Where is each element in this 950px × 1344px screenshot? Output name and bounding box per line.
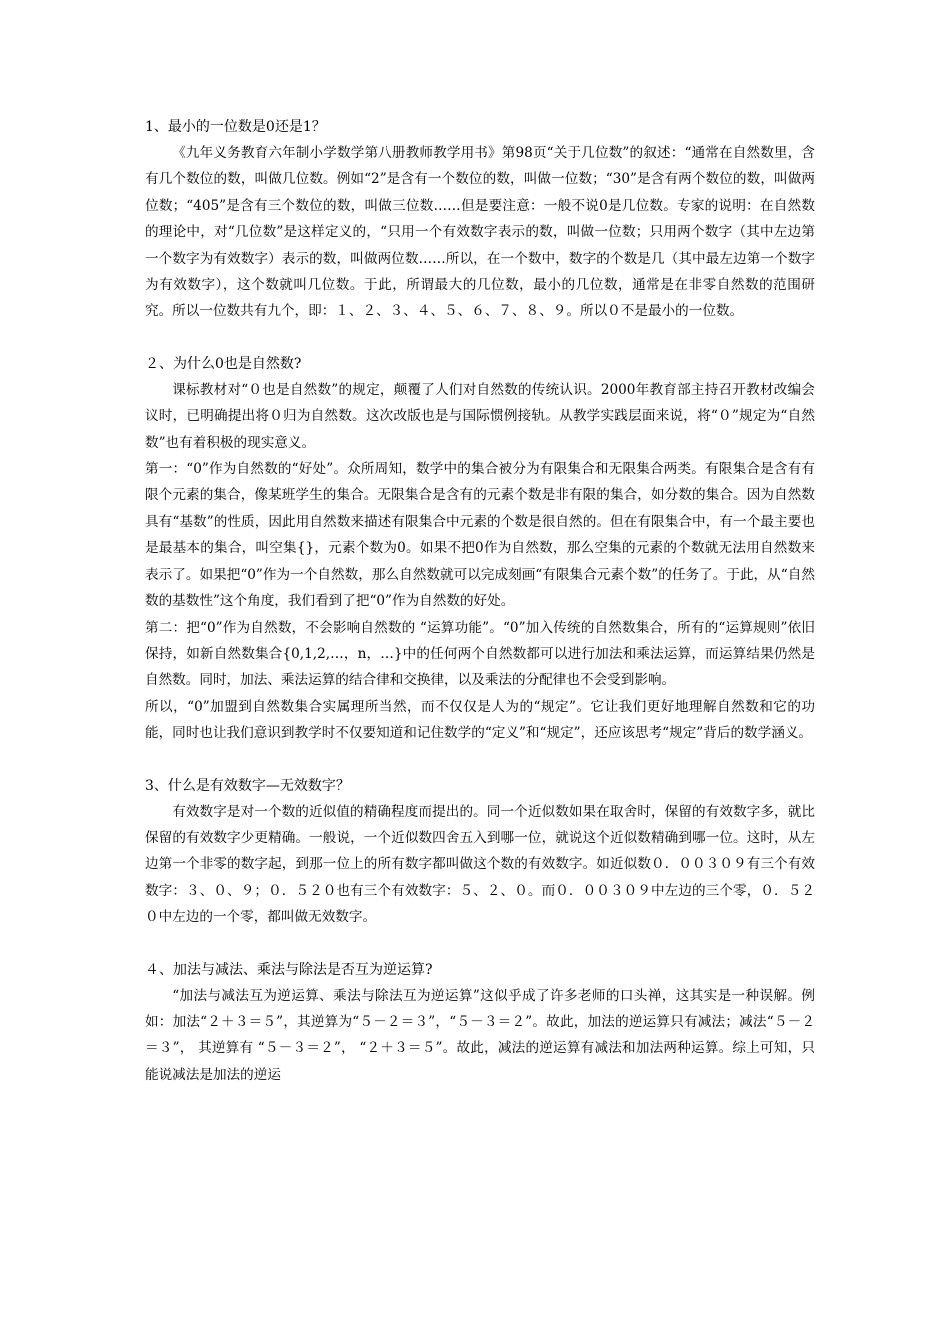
- section-heading: ４、加法与减法、乘法与除法是否互为逆运算?: [145, 961, 433, 978]
- section-spacer: [145, 931, 815, 957]
- paragraph: 《九年义务教育六年制小学数学第八册教师教学用书》第98页“关于几位数”的叙述：“通常在自然数里，含有几个数位的数，叫做几位数。例如“2”是含有一个数位的数，叫做一位数；“30”是含有两个数位的数，叫做两位数；“405”是含有三个数位的数，叫做三位数……但是要注意：一般不说0是几位数。专家的说明：在自然数的理论中，对“几位数”是这样定义的，“只用一个有效数字表示的数，叫做一位数；只用两个数字（其中左边第一个数字为有效数字）表示的数，叫做两位数……所以，在一个数中，数字的个数是几（其中最左边第一个数字为有效数字），这个数就叫几位数。于此，所谓最大的几位数，最小的几位数，通常是在非零自然数的范围研究。所以一位数共有九个，即：１、２、３、４、５、６、７、８、９。所以０不是最小的一位数。: [145, 145, 815, 320]
- paragraph: 第一：“0”作为自然数的“好处”。众所周知，数学中的集合被分为有限集合和无限集合两类。有限集合是含有有限个元素的集合，像某班学生的集合。无限集合是含有的元素个数是非有限的集合，如分数的集合。因为自然数具有“基数”的性质，因此用自然数来描述有限集合中元素的个数是很自然的。但在有限集合中，有一个最主要也是最基本的集合，叫空集{}，元素个数为0。如果不把0作为自然数，那么空集的元素的个数就无法用自然数来表示了。如果把“0”作为一个自然数，那么自然数就可以完成刻画“有限集合元素个数”的任务了。于此，从“自然数的基数性”这个角度，我们看到了把“0”作为自然数的好处。: [145, 461, 815, 610]
- section-spacer: [145, 747, 815, 773]
- paragraph: 第二：把“0”作为自然数，不会影响自然数的 “运算功能”。“0”加入传统的自然数集合，所有的“运算规则”依旧保持，如新自然数集合{0,1,2,…，n，…}中的任何两个自然数都可以进行加法和乘法运算，而运算结果仍然是自然数。同时，加法、乘法运算的结合律和交换律，以及乘法的分配律也不会受到影响。: [145, 619, 815, 689]
- paragraph: 课标教材对“０也是自然数”的规定，颠覆了人们对自然数的传统认识。2000年教育部主持召开教材改编会议时，已明确提出将０归为自然数。这次改版也是与国际惯例接轨。从教学实践层面来说，将“０”规定为“自然数”也有着积极的现实意义。: [145, 381, 815, 451]
- section-2: [145, 351, 815, 747]
- section-heading: 1、最小的一位数是0还是1？: [145, 119, 326, 135]
- document-page: [145, 114, 815, 1088]
- section-heading: 3、什么是有效数字—无效数字？: [145, 777, 350, 794]
- section-spacer: [145, 325, 815, 351]
- paragraph: “加法与减法互为逆运算、乘法与除法互为逆运算”这似乎成了许多老师的口头禅，这其实是一种误解。例如：加法“２＋３＝５”，其逆算为“５－２＝３”，“５－３＝２”。故此，加法的逆运算只有减法；减法“５－２＝３”， 其逆算有 “５－３＝２”， “２＋３＝５”。故此，减法的逆运算有减法和加法两种运算。综上可知，只能说减法是加法的逆运: [145, 987, 815, 1083]
- section-heading: ２、为什么0也是自然数?: [145, 355, 302, 372]
- paragraph: 有效数字是对一个数的近似值的精确程度而提出的。同一个近似数如果在取舍时，保留的有效数字多，就比保留的有效数字少更精确。一般说，一个近似数四舍五入到哪一位，就说这个近似数精确到哪一位。这时，从左边第一个非零的数字起，到那一位上的所有数字都叫做这个数的有效数字。如近似数０．００３０９有三个有效数字：３、０、９；０．５２０也有三个有效数字：５、２、０。而０．００３０９中左边的三个零，０．５２０中左边的一个零，都叫做无效数字。: [145, 803, 815, 926]
- section-3: [145, 773, 815, 931]
- section-4: [145, 957, 815, 1089]
- section-1: [145, 114, 815, 325]
- paragraph: 所以，“0”加盟到自然数集合实属理所当然，而不仅仅是人为的“规定”。它让我们更好地理解自然数和它的功能，同时也让我们意识到教学时不仅要知道和记住数学的“定义”和“规定”，还应该思考“规定”背后的数学涵义。: [145, 698, 815, 742]
